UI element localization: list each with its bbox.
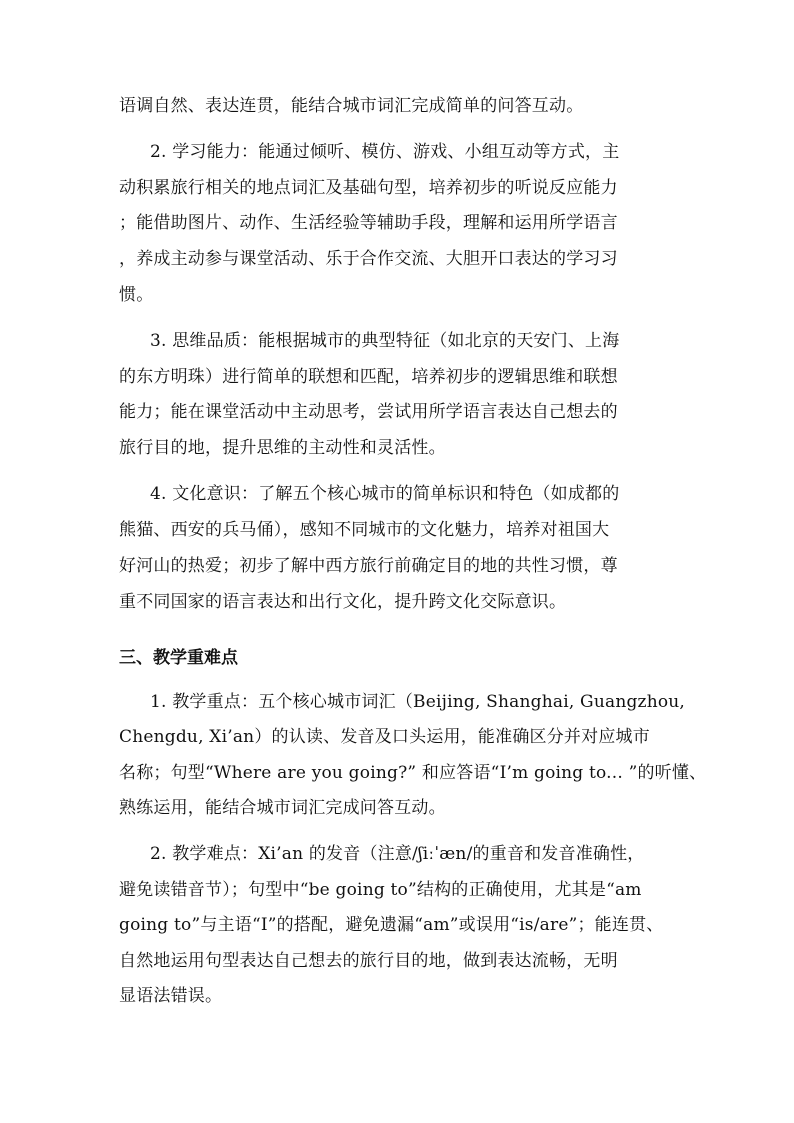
goal-4-line-4: 重不同国家的语言表达和出行文化，提升跨文化交际意识。 <box>119 592 567 612</box>
goal-2-line-5: 惯。 <box>119 285 154 305</box>
goal-4-line-1: 4. 文化意识：了解五个核心城市的简单标识和特色（如成都的 <box>150 484 620 504</box>
key-point-line-1: 1. 教学重点：五个核心城市词汇（Beijing, Shanghai, Guangzhou, <box>150 692 686 712</box>
section-heading: 三、教学重难点 <box>119 648 238 668</box>
goal-2-line-3: ；能借助图片、动作、生活经验等辅助手段，理解和运用所学语言 <box>119 213 618 233</box>
key-point-line-4: 熟练运用，能结合城市词汇完成问答互动。 <box>119 798 446 818</box>
key-point-line-2: Chengdu, Xi’an）的认读、发音及口头运用，能准确区分并对应城市 <box>119 727 650 747</box>
goal-4-line-3: 好河山的热爱；初步了解中西方旅行前确定目的地的共性习惯，尊 <box>119 556 618 576</box>
difficult-point-line-4: 自然地运用句型表达自己想去的旅行目的地，做到表达流畅，无明 <box>119 951 618 971</box>
key-point-line-3: 名称；句型“Where are you going?” 和应答语“I’m going to... ”的听懂、 <box>119 763 707 783</box>
difficult-point-line-5: 显语法错误。 <box>119 986 223 1006</box>
difficult-point-line-1: 2. 教学难点：Xi’an 的发音（注意/ʃiːˈæn/的重音和发音准确性， <box>150 844 645 864</box>
goal-3-line-4: 旅行目的地，提升思维的主动性和灵活性。 <box>119 438 446 458</box>
goal-2-line-1: 2. 学习能力：能通过倾听、模仿、游戏、小组互动等方式，主 <box>150 142 620 162</box>
difficult-point-line-3: going to”与主语“I”的搭配，避免遗漏“am”或误用“is/are”；能连贯、 <box>119 915 664 935</box>
goal-3-line-1: 3. 思维品质：能根据城市的典型特征（如北京的天安门、上海 <box>150 331 620 351</box>
goal-2-line-4: ，养成主动参与课堂活动、乐于合作交流、大胆开口表达的学习习 <box>119 249 618 269</box>
goal-3-line-3: 能力；能在课堂活动中主动思考，尝试用所学语言表达自己想去的 <box>119 402 618 422</box>
goal-3-line-2: 的东方明珠）进行简单的联想和匹配，培养初步的逻辑思维和联想 <box>119 367 618 387</box>
difficult-point-line-2: 避免读错音节）；句型中“be going to”结构的正确使用，尤其是“am <box>119 880 642 900</box>
intro-line-1: 语调自然、表达连贯，能结合城市词汇完成简单的问答互动。 <box>119 96 584 116</box>
goal-4-line-2: 熊猫、西安的兵马俑），感知不同城市的文化魅力，培养对祖国大 <box>119 520 610 540</box>
goal-2-line-2: 动积累旅行相关的地点词汇及基础句型，培养初步的听说反应能力 <box>119 178 618 198</box>
